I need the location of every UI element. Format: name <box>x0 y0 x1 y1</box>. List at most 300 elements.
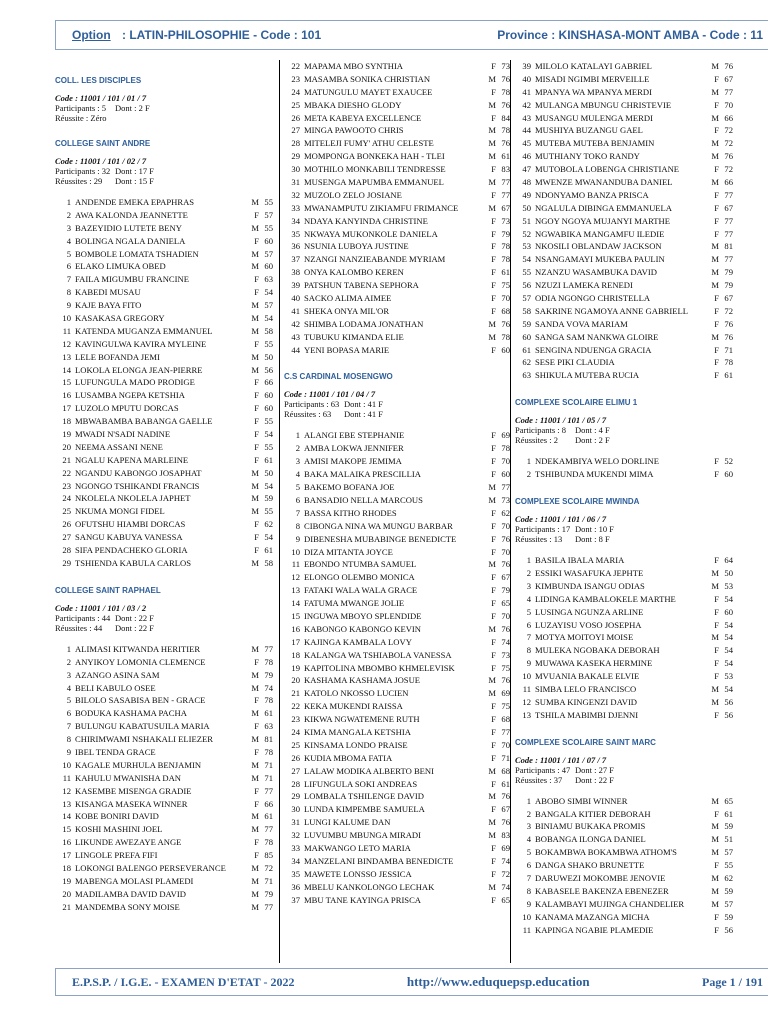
student-name: ELONGO OLEMBO MONICA <box>304 572 415 583</box>
row-number: 2 <box>526 808 531 819</box>
student-sex: F <box>254 390 259 401</box>
student-name: CHIRIMWAMI NSHAKALI ELIEZER <box>75 734 213 745</box>
student-percent: 57 <box>724 847 733 858</box>
student-sex: F <box>714 228 719 239</box>
schools-container <box>55 76 273 914</box>
row-number: 62 <box>522 357 531 368</box>
student-percent: 58 <box>264 325 273 336</box>
student-sex: M <box>251 862 259 873</box>
row-number: 20 <box>62 888 71 899</box>
student-sex: F <box>254 429 259 440</box>
row-number: 4 <box>295 469 300 480</box>
table-row <box>284 292 510 305</box>
student-percent: 76 <box>501 623 510 634</box>
school-section <box>515 738 733 937</box>
table-row <box>284 507 510 520</box>
student-name: BOMBOLE LOMATA TSHADIEN <box>75 248 199 259</box>
row-number: 21 <box>291 688 300 699</box>
student-sex: M <box>251 222 259 233</box>
row-number: 59 <box>522 318 531 329</box>
table-row <box>55 798 273 811</box>
student-name: BOKAMBWA BOKAMBWA ATHOM'S <box>535 847 677 858</box>
student-name: LINGOLE PREFA FIFI <box>75 850 158 861</box>
student-list <box>515 554 733 722</box>
student-name: MABENGA MOLASI PLAMEDI <box>75 875 194 886</box>
student-sex: F <box>491 507 496 518</box>
student-percent: 72 <box>264 862 273 873</box>
student-percent: 54 <box>264 480 273 491</box>
student-name: KEKA MUKENDI RAISSA <box>304 701 403 712</box>
student-sex: F <box>491 598 496 609</box>
student-list <box>515 455 733 481</box>
student-sex: F <box>254 850 259 861</box>
student-percent: 61 <box>264 708 273 719</box>
row-number: 12 <box>62 785 71 796</box>
student-percent: 76 <box>501 533 510 544</box>
row-number: 42 <box>522 99 531 110</box>
table-row <box>515 631 733 644</box>
student-name: MASAMBA SONIKA CHRISTIAN <box>304 73 431 84</box>
student-name: LOMBALA TSHILENGE DAVID <box>304 791 424 802</box>
student-sex: M <box>711 138 719 149</box>
student-sex: M <box>488 482 496 493</box>
student-percent: 57 <box>264 300 273 311</box>
table-row <box>515 567 733 580</box>
row-number: 17 <box>62 850 71 861</box>
school-name: COMPLEXE SCOLAIRE MWINDA <box>515 497 640 507</box>
student-name: MPANYA WA MPANYA MERDI <box>535 86 652 97</box>
student-sex: M <box>251 901 259 912</box>
row-number: 34 <box>291 855 300 866</box>
table-row <box>55 480 273 493</box>
student-sex: F <box>714 215 719 226</box>
student-name: LUVUMBU MBUNGA MIRADI <box>304 830 421 841</box>
student-name: KABONGO KABONGO KEVIN <box>304 623 421 634</box>
student-name: NZANGI NANZIEABANDE MYRIAM <box>304 254 446 265</box>
student-sex: M <box>711 241 719 252</box>
row-number: 8 <box>526 645 531 656</box>
student-sex: F <box>714 305 719 316</box>
row-number: 19 <box>62 875 71 886</box>
student-sex: F <box>714 125 719 136</box>
row-number: 19 <box>291 662 300 673</box>
school-code: Code : 11001 / 101 / 01 / 7 <box>55 93 147 103</box>
student-sex: F <box>714 593 719 604</box>
student-percent: 75 <box>501 701 510 712</box>
student-sex: M <box>488 202 496 213</box>
student-sex: F <box>254 235 259 246</box>
student-sex: F <box>714 709 719 720</box>
participants: Participants : 17 <box>515 524 571 535</box>
table-row <box>515 709 733 722</box>
row-number: 9 <box>526 898 531 909</box>
table-row <box>284 533 510 546</box>
student-sex: F <box>254 403 259 414</box>
footer-url[interactable]: http://www.eduquepsp.education <box>406 974 590 989</box>
table-row <box>284 649 510 662</box>
student-name: BAKA MALAIKA PRESCILLIA <box>304 469 421 480</box>
student-name: KOBE BONIRI DAVID <box>75 811 159 822</box>
row-number: 11 <box>522 683 531 694</box>
table-row <box>284 124 510 137</box>
row-number: 52 <box>522 228 531 239</box>
table-row <box>284 778 510 791</box>
school-section <box>55 586 273 914</box>
student-percent: 76 <box>501 73 510 84</box>
student-name: NSUNIA LUBOYA JUSTINE <box>304 241 409 252</box>
student-percent: 59 <box>724 911 733 922</box>
option-label: Option <box>72 28 111 42</box>
row-number: 7 <box>526 632 531 643</box>
row-number: 32 <box>291 830 300 841</box>
student-sex: M <box>251 772 259 783</box>
student-percent: 73 <box>501 61 510 71</box>
page-footer <box>55 968 768 996</box>
table-row <box>55 273 273 286</box>
table-row <box>55 785 273 798</box>
student-percent: 77 <box>724 189 733 200</box>
footer-exam: E.P.S.P. / I.G.E. - EXAMEN D'ETAT - 2022 <box>72 974 295 989</box>
reussite: Réussites : 37 <box>515 774 563 785</box>
student-sex: M <box>251 351 259 362</box>
row-number: 11 <box>522 924 531 935</box>
row-number: 31 <box>291 177 300 188</box>
student-name: MISADI NGIMBI MERVEILLE <box>535 73 650 84</box>
student-sex: F <box>714 860 719 871</box>
table-row <box>515 215 733 228</box>
student-sex: M <box>251 734 259 745</box>
row-number: 63 <box>522 370 531 381</box>
student-percent: 77 <box>724 254 733 265</box>
student-sex: F <box>254 519 259 530</box>
student-list <box>55 643 273 914</box>
row-number: 9 <box>526 658 531 669</box>
student-name: META KABEYA EXCELLENCE <box>304 112 422 123</box>
student-name: DANGA SHAKO BRUNETTE <box>535 860 645 871</box>
student-percent: 70 <box>724 99 733 110</box>
table-row <box>515 580 733 593</box>
table-row <box>55 888 273 901</box>
student-percent: 56 <box>724 696 733 707</box>
student-name: MOTYA MOITOYI MOISE <box>535 632 634 643</box>
student-name: NGONGO TSHIKANDI FRANCIS <box>75 480 200 491</box>
student-name: SIFA PENDACHEKO GLORIA <box>75 545 188 556</box>
row-number: 32 <box>291 189 300 200</box>
table-row <box>284 520 510 533</box>
student-name: LOKOLA ELONGA JEAN-PIERRE <box>75 364 203 375</box>
row-number: 41 <box>291 305 300 316</box>
student-sex: F <box>491 215 496 226</box>
reussite-female: Dont : 22 F <box>115 622 154 633</box>
participants-line <box>515 425 733 435</box>
student-sex: F <box>491 726 496 737</box>
table-row <box>284 279 510 292</box>
student-name: KAGALE MURHULA BENJAMIN <box>75 759 202 770</box>
table-row <box>284 829 510 842</box>
row-number: 7 <box>526 872 531 883</box>
student-name: DIZA MITANTA JOYCE <box>304 546 393 557</box>
student-sex: M <box>711 872 719 883</box>
table-row <box>55 505 273 518</box>
student-name: MOMPONGA BONKEKA HAH - TLEI <box>304 151 445 162</box>
table-row <box>55 286 273 299</box>
table-row <box>55 531 273 544</box>
student-name: SHEKA ONYA MIL'OR <box>304 305 390 316</box>
student-percent: 54 <box>724 593 733 604</box>
table-row <box>284 713 510 726</box>
student-name: KASEMBE MISENGA GRADIE <box>75 785 192 796</box>
table-row <box>284 816 510 829</box>
table-row <box>284 266 510 279</box>
student-percent: 72 <box>724 138 733 149</box>
row-number: 39 <box>522 61 531 71</box>
student-name: NKOSILI OBLANDAW JACKSON <box>535 241 662 252</box>
student-sex: M <box>711 847 719 858</box>
student-name: MUSHIYA BUZANGU GAEL <box>535 125 643 136</box>
row-number: 36 <box>291 241 300 252</box>
row-number: 13 <box>62 351 71 362</box>
student-sex: F <box>491 443 496 454</box>
table-row <box>515 86 733 99</box>
student-name: ONYA KALOMBO KEREN <box>304 267 404 278</box>
student-percent: 54 <box>724 619 733 630</box>
student-sex: M <box>488 688 496 699</box>
student-sex: F <box>491 701 496 712</box>
table-row <box>515 795 733 808</box>
student-percent: 70 <box>501 520 510 531</box>
row-number: 60 <box>522 331 531 342</box>
column-1 <box>55 60 273 963</box>
student-percent: 70 <box>501 739 510 750</box>
column-2 <box>279 60 510 963</box>
student-name: MULANGA MBUNGU CHRISTEVIE <box>535 99 672 110</box>
student-name: KATOLO NKOSSO LUCIEN <box>304 688 409 699</box>
student-sex: F <box>254 798 259 809</box>
student-percent: 55 <box>724 860 733 871</box>
participants-line <box>55 166 273 176</box>
table-row <box>284 739 510 752</box>
student-sex: F <box>714 658 719 669</box>
table-row <box>284 228 510 241</box>
row-number: 15 <box>291 610 300 621</box>
student-percent: 69 <box>501 430 510 441</box>
row-number: 54 <box>522 254 531 265</box>
student-name: NDONYAMO BANZA PRISCA <box>535 189 649 200</box>
student-name: NSANGAMAYI MUKEBA PAULIN <box>535 254 665 265</box>
student-percent: 61 <box>264 545 273 556</box>
table-row <box>284 150 510 163</box>
student-name: NGALU KAPENA MARLEINE <box>75 454 189 465</box>
student-sex: M <box>488 765 496 776</box>
student-name: BOLINGA NGALA DANIELA <box>75 235 186 246</box>
participants-line <box>284 399 510 409</box>
row-number: 50 <box>522 202 531 213</box>
student-sex: F <box>491 533 496 544</box>
student-percent: 76 <box>501 318 510 329</box>
row-number: 7 <box>66 721 71 732</box>
student-sex: F <box>254 532 259 543</box>
student-percent: 79 <box>724 280 733 291</box>
student-percent: 50 <box>264 467 273 478</box>
student-sex: M <box>488 494 496 505</box>
student-percent: 83 <box>501 830 510 841</box>
row-number: 3 <box>66 222 71 233</box>
student-percent: 66 <box>264 377 273 388</box>
row-number: 22 <box>291 61 300 71</box>
row-number: 1 <box>295 430 300 441</box>
student-name: ESSIKI WASAFUKA JEPHTE <box>535 567 644 578</box>
student-percent: 66 <box>724 112 733 123</box>
row-number: 33 <box>291 202 300 213</box>
row-number: 11 <box>62 325 71 336</box>
school-name: COMPLEXE SCOLAIRE SAINT MARC <box>515 737 656 747</box>
student-name: KAJE BAYA FITO <box>75 300 142 311</box>
student-name: YENI BOPASA MARIE <box>304 344 390 355</box>
student-name: SHIMBA LODAMA JONATHAN <box>304 318 424 329</box>
student-percent: 60 <box>264 235 273 246</box>
student-sex: F <box>491 842 496 853</box>
student-percent: 76 <box>501 559 510 570</box>
row-number: 18 <box>62 416 71 427</box>
student-name: KAPINGA NGABIE PLAMEDIE <box>535 924 654 935</box>
student-sex: M <box>488 138 496 149</box>
table-row <box>515 137 733 150</box>
table-row <box>55 643 273 656</box>
row-number: 23 <box>62 480 71 491</box>
student-list <box>55 196 273 570</box>
student-percent: 54 <box>264 429 273 440</box>
student-sex: M <box>711 885 719 896</box>
student-sex: F <box>491 430 496 441</box>
student-sex: F <box>491 456 496 467</box>
student-name: TUBUKU KIMANDA ELIE <box>304 331 404 342</box>
student-sex: F <box>491 739 496 750</box>
student-name: KIMBUNDA ISANGU ODIAS <box>535 580 645 591</box>
student-sex: M <box>488 791 496 802</box>
student-sex: F <box>491 293 496 304</box>
row-number: 2 <box>526 469 531 480</box>
option-info <box>72 28 321 42</box>
row-number: 28 <box>62 545 71 556</box>
student-percent: 77 <box>501 482 510 493</box>
table-row <box>515 253 733 266</box>
row-number: 29 <box>62 557 71 568</box>
student-sex: M <box>251 325 259 336</box>
student-name: BINIAMU BUKAKA PROMIS <box>535 821 646 832</box>
student-sex: F <box>254 377 259 388</box>
row-number: 2 <box>66 209 71 220</box>
school-code: Code : 11001 / 101 / 02 / 7 <box>55 156 147 166</box>
student-name: MADILAMBA DAVID DAVID <box>75 888 186 899</box>
table-row <box>284 468 510 481</box>
student-percent: 78 <box>264 695 273 706</box>
student-percent: 66 <box>724 177 733 188</box>
student-sex: F <box>254 441 259 452</box>
school-code: Code : 11001 / 101 / 05 / 7 <box>515 415 607 426</box>
school-code: Code : 11001 / 101 / 04 / 7 <box>284 389 376 400</box>
participants: Participants : 47 <box>515 764 571 775</box>
student-sex: F <box>714 73 719 84</box>
row-number: 10 <box>522 671 531 682</box>
row-number: 9 <box>66 746 71 757</box>
row-number: 5 <box>295 482 300 493</box>
table-row <box>284 253 510 266</box>
option-value: : LATIN-PHILOSOPHIE - Code : 101 <box>122 28 322 42</box>
student-sex: F <box>491 305 496 316</box>
row-number: 25 <box>291 99 300 110</box>
row-number: 37 <box>291 894 300 905</box>
table-row <box>284 60 510 73</box>
student-name: LUSAMBA NGEPA KETSHIA <box>75 390 185 401</box>
row-number: 17 <box>291 636 300 647</box>
student-percent: 79 <box>264 888 273 899</box>
table-row <box>284 855 510 868</box>
row-number: 25 <box>62 506 71 517</box>
student-name: BELI KABULO OSEE <box>75 682 156 693</box>
table-row <box>515 696 733 709</box>
student-percent: 57 <box>264 248 273 259</box>
student-sex: M <box>251 811 259 822</box>
student-name: SANDA VOVA MARIAM <box>535 318 628 329</box>
student-percent: 50 <box>264 351 273 362</box>
student-percent: 72 <box>724 164 733 175</box>
table-row <box>515 60 733 73</box>
table-row <box>284 803 510 816</box>
student-sex: M <box>251 248 259 259</box>
student-sex: M <box>711 112 719 123</box>
student-name: MAPAMA MBO SYNTHIA <box>304 61 404 71</box>
student-percent: 55 <box>264 197 273 207</box>
student-name: KISANGA MASEKA WINNER <box>75 798 188 809</box>
student-name: MUTOBOLA LOBENGA CHRISTIANE <box>535 164 680 175</box>
student-percent: 61 <box>501 267 510 278</box>
student-sex: F <box>714 357 719 368</box>
student-name: KOSHI MASHINI JOEL <box>75 824 163 835</box>
row-number: 23 <box>291 73 300 84</box>
student-percent: 56 <box>264 364 273 375</box>
table-row <box>515 356 733 369</box>
student-percent: 76 <box>501 791 510 802</box>
row-number: 2 <box>66 656 71 667</box>
row-number: 9 <box>295 533 300 544</box>
student-name: ABOBO SIMBI WINNER <box>535 795 628 806</box>
student-sex: M <box>251 364 259 375</box>
student-percent: 81 <box>724 241 733 252</box>
student-name: MINGA PAWOOTO CHRIS <box>304 125 404 136</box>
student-percent: 78 <box>501 254 510 265</box>
reussite: Réussites : 44 <box>55 622 103 633</box>
participants-female: Dont : 10 F <box>575 524 614 535</box>
student-list <box>515 795 733 937</box>
row-number: 11 <box>62 772 71 783</box>
student-sex: F <box>714 619 719 630</box>
table-row <box>284 99 510 112</box>
table-row <box>284 429 510 442</box>
table-row <box>515 124 733 137</box>
row-number: 14 <box>62 364 71 375</box>
student-sex: F <box>491 164 496 175</box>
table-row <box>284 305 510 318</box>
student-name: LUZOLO MPUTU DORCAS <box>75 403 179 414</box>
table-row <box>515 99 733 112</box>
student-name: KABEDI MUSAU <box>75 287 141 298</box>
table-row <box>284 700 510 713</box>
student-sex: F <box>491 520 496 531</box>
student-name: SANGA SAM NANKWA GLOIRE <box>535 331 659 342</box>
table-row <box>55 235 273 248</box>
table-row <box>284 726 510 739</box>
student-percent: 78 <box>501 331 510 342</box>
